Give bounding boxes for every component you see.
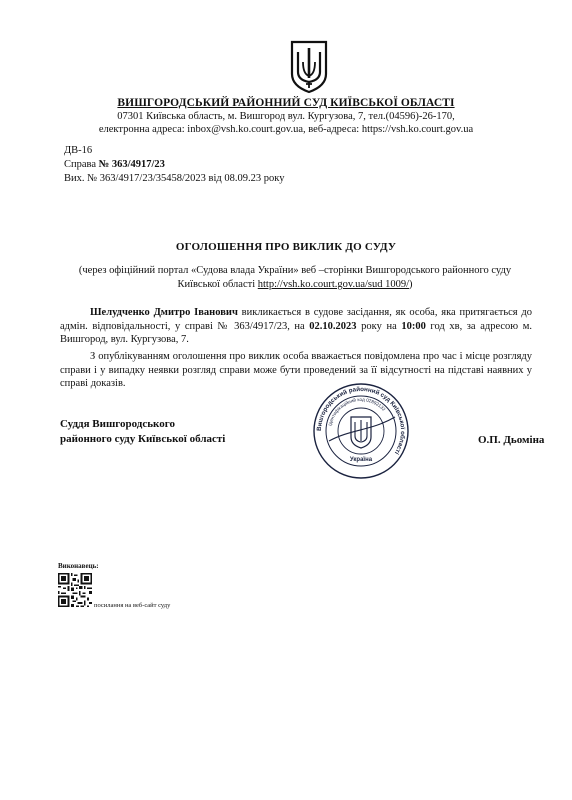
qr-code-icon[interactable] (58, 573, 92, 607)
announcement-title: ОГОЛОШЕННЯ ПРО ВИКЛИК ДО СУДУ (175, 241, 397, 253)
hearing-time: 10:00 (401, 320, 426, 332)
court-address: 07301 Київська область, м. Вишгород вул. Кургузова, 7, тел.(04596)-26-170, (117, 111, 455, 122)
publication-note (60, 264, 530, 292)
summons-text-a: викликається в судове засідання, як особа, яка притягається до адмін. відповідальності, у справі № 363/4917/23, на (60, 307, 532, 332)
case-label: Справа (64, 159, 99, 170)
notice-paragraph: З опублікуванням оголошення про виклик особа вважається повідомлена про час і місце розгляду справи і у випадку неявки розгляд справи може бути проведений за її відсутності на підставі наявних у справі доказів. (60, 351, 532, 389)
outgoing-number: Вих. № 363/4917/23/35458/2023 від 08.09.23 року (64, 173, 285, 184)
coat-of-arms-icon (290, 40, 328, 94)
executor-label: Виконавець: (58, 562, 99, 570)
court-seal-icon (311, 381, 411, 481)
seal-bottom-text: Україна (349, 457, 373, 463)
seal-inner-text: Ідентифікаційний код 02892132 (327, 396, 387, 427)
summons-text-b: року на (356, 320, 402, 332)
summons-paragraph (60, 306, 532, 347)
case-number (64, 158, 165, 172)
summoned-person-name: Шелудченко Дмитро Іванович (90, 307, 238, 318)
court-name: ВИШГОРОДСЬКИЙ РАЙОННИЙ СУД КИЇВСЬКОЇ ОБЛАСТІ (117, 97, 455, 109)
judge-title-line1: Суддя Вишгородського (60, 418, 175, 430)
hearing-date: 02.10.2023 (309, 320, 357, 332)
case-number-value: № 363/4917/23 (98, 159, 165, 170)
publication-text: (через офіційний портал «Судова влада України» веб –сторінки Вишгородського районного суду Київської області (78, 265, 512, 290)
court-page-link[interactable]: http://vsh.ko.court.gov.ua/sud 1009/ (257, 279, 410, 290)
summons-text-c: год хв, за адресою м. Вишгород, вул. Кургузова, 7. (60, 320, 532, 345)
judge-title-line2: районного суду Київської області (60, 433, 226, 445)
signer-name: О.П. Дьоміна (478, 434, 545, 446)
publication-close: ) (409, 279, 413, 290)
seal-outer-text: Вишгородський районний суд Київської області (315, 385, 407, 456)
qr-caption: посилання на веб-сайт суду (94, 602, 171, 609)
court-contacts: електронна адреса: inbox@vsh.ko.court.gov.ua, веб-адреса: https://vsh.ko.court.gov.ua (98, 124, 474, 135)
form-code: ДВ-16 (64, 145, 93, 156)
judge-title (60, 417, 225, 447)
